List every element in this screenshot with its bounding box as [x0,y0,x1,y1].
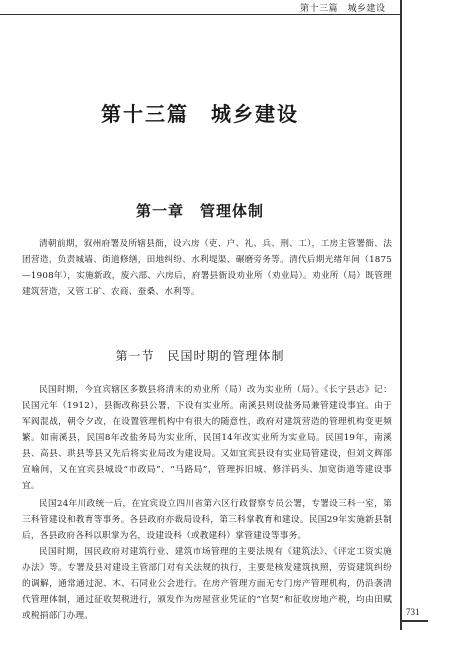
page-number-rule [400,620,428,622]
chapter-intro-paragraph: 清朝前期，叙州府署及所辖县衙，设六房（吏、户、礼、兵、刑、工），工房主管署衙、法团营造，负责城墙、街道修缮，田地纠纷、水利堤渠、碾磨旁务等。清代后期光绪年间（1875—1908年），实施新政，废六部、六房后，府署县衙设劝业所（劝业局）。劝业所（局）既管理建筑营造，又管工矿、农商、蚕桑、水利等。 [22,239,392,297]
running-head: 第十三篇 城乡建设 [300,4,386,14]
page-side-rule [400,0,402,630]
body-paragraph: 民国时期，今宜宾辖区多数县将清末的劝业所（局）改为实业所（局）。《长宁县志》记：民国元年（1912），县衙改称县公署，下设有实业所。南溪县则设盐务局兼管建设事宜。由于军阀混战，朝令夕改，在设置管理机构中有很大的随意性，政府对建筑营造的管理机构变更频繁。如南溪县，民国8年改盐务局为实业所，民国14年改实业所为实业局。民国19年，南溪县、高县、珙县等县又先后将实业局改为建设局。又如宜宾县设有实业局管建设，但刘文辉部宣喻间，又在宜宾县城设“市政局”、“马路局”，管理拆旧城、修洋码头、加宽街道等建设事宜。 [22,385,392,491]
body-paragraph: 民国时期，国民政府对建筑行业、建筑市场管理的主要法规有《建筑法》、《评定工资实施办法》等。专署及县对建设主管部门对有关法规的执行，主要是核发建筑执照，劳资建筑纠纷的调解，通常通过泥、木、石同业公会进行。在房产管理方面无专门房产管理机构，仍沿袭清代管理体制，通过征收契税进行，颁发作为房屋营业凭证的“官契”和征收房地产税，均由田赋或税捐部门办理。 [22,547,392,621]
section-title: 第一节 民国时期的管理体制 [115,349,285,363]
chapter-title: 第一章 管理体制 [135,202,264,220]
part-title: 第十三篇 城乡建设 [101,102,299,126]
page-number: 731 [406,607,420,617]
body-paragraph: 民国24年川政统一后，在宜宾设立四川省第六区行政督察专员公署，专署设三科一室，第三科管建设和教育等事务。各县政府亦裁局设科，第三科掌教育和建设。民国29年实施新县制后，各县政府各科以职掌为名，设建设科（或教建科）掌管建设等事务。 [22,499,392,541]
